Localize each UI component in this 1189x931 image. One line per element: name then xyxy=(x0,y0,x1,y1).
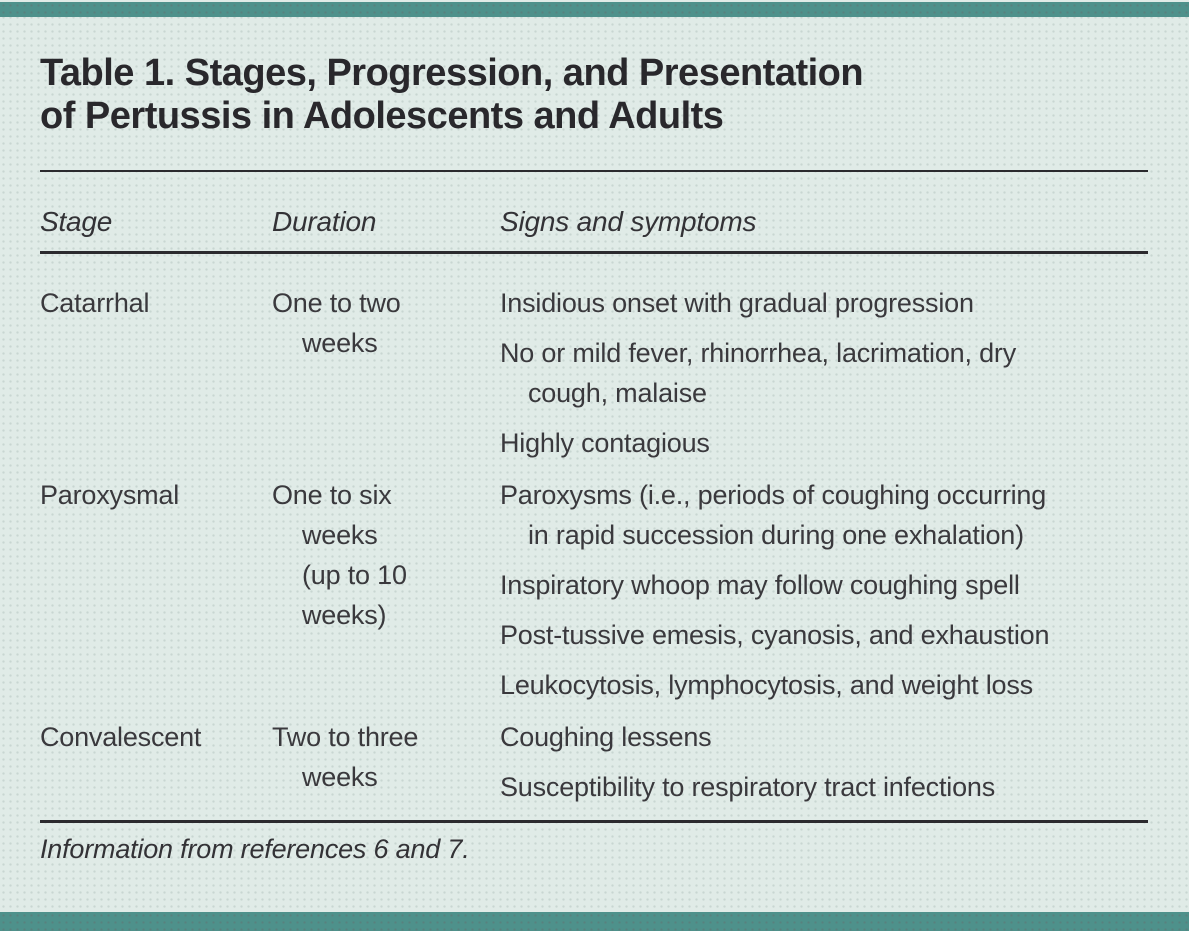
sign-item xyxy=(500,283,1148,323)
duration-line: (up to 10 xyxy=(302,560,407,590)
top-accent-bar xyxy=(0,2,1189,17)
sign-item xyxy=(500,423,1148,463)
sign-line: Highly contagious xyxy=(500,428,710,458)
sign-line: No or mild fever, rhinorrhea, lacrimation, dry xyxy=(500,338,1016,368)
sign-item xyxy=(500,665,1148,705)
column-header-stage: Stage xyxy=(40,206,113,237)
table-title xyxy=(40,52,1100,138)
duration-line: Two to three xyxy=(272,722,419,752)
signs-cell xyxy=(500,475,1148,705)
sign-item xyxy=(500,717,1148,757)
table-row xyxy=(40,283,1148,463)
duration-line: weeks xyxy=(302,520,378,550)
sign-item xyxy=(500,333,1148,413)
duration-line: One to two xyxy=(272,288,401,318)
table-row xyxy=(40,717,1148,807)
column-header-signs: Signs and symptoms xyxy=(500,206,757,237)
table-rule-header-bottom xyxy=(40,251,1148,254)
sign-line: Coughing lessens xyxy=(500,722,712,752)
sign-item xyxy=(500,767,1148,807)
sign-item xyxy=(500,475,1148,555)
signs-cell xyxy=(500,283,1148,463)
signs-cell xyxy=(500,717,1148,807)
sign-line: Inspiratory whoop may follow coughing spell xyxy=(500,570,1020,600)
sign-line: Insidious onset with gradual progression xyxy=(500,288,974,318)
duration-line: weeks xyxy=(302,762,378,792)
sign-item xyxy=(500,565,1148,605)
duration-line: weeks) xyxy=(302,600,387,630)
table-row xyxy=(40,475,1148,705)
table-rule-bottom xyxy=(40,820,1148,823)
duration-cell xyxy=(272,283,500,463)
table-header-row xyxy=(40,206,1148,238)
sign-line: in rapid succession during one exhalation) xyxy=(528,520,1024,550)
table-title-line: Table 1. Stages, Progression, and Presentation xyxy=(40,52,864,94)
sign-line: cough, malaise xyxy=(528,378,707,408)
duration-line: One to six xyxy=(272,480,392,510)
stage-cell: Paroxysmal xyxy=(40,480,180,510)
stage-cell: Convalescent xyxy=(40,722,202,752)
sign-item xyxy=(500,615,1148,655)
stage-cell: Catarrhal xyxy=(40,288,150,318)
table-rule-top xyxy=(40,170,1148,172)
sign-line: Susceptibility to respiratory tract infections xyxy=(500,772,996,802)
duration-line: weeks xyxy=(302,328,378,358)
column-header-duration: Duration xyxy=(272,206,377,237)
duration-cell xyxy=(272,475,500,705)
table-title-line: of Pertussis in Adolescents and Adults xyxy=(40,95,724,137)
bottom-accent-bar xyxy=(0,912,1189,931)
duration-cell xyxy=(272,717,500,807)
table-body xyxy=(40,283,1148,807)
sign-line: Post-tussive emesis, cyanosis, and exhaustion xyxy=(500,620,1050,650)
sign-line: Leukocytosis, lymphocytosis, and weight loss xyxy=(500,670,1033,700)
sign-line: Paroxysms (i.e., periods of coughing occurring xyxy=(500,480,1047,510)
table-footnote: Information from references 6 and 7. xyxy=(40,834,470,864)
